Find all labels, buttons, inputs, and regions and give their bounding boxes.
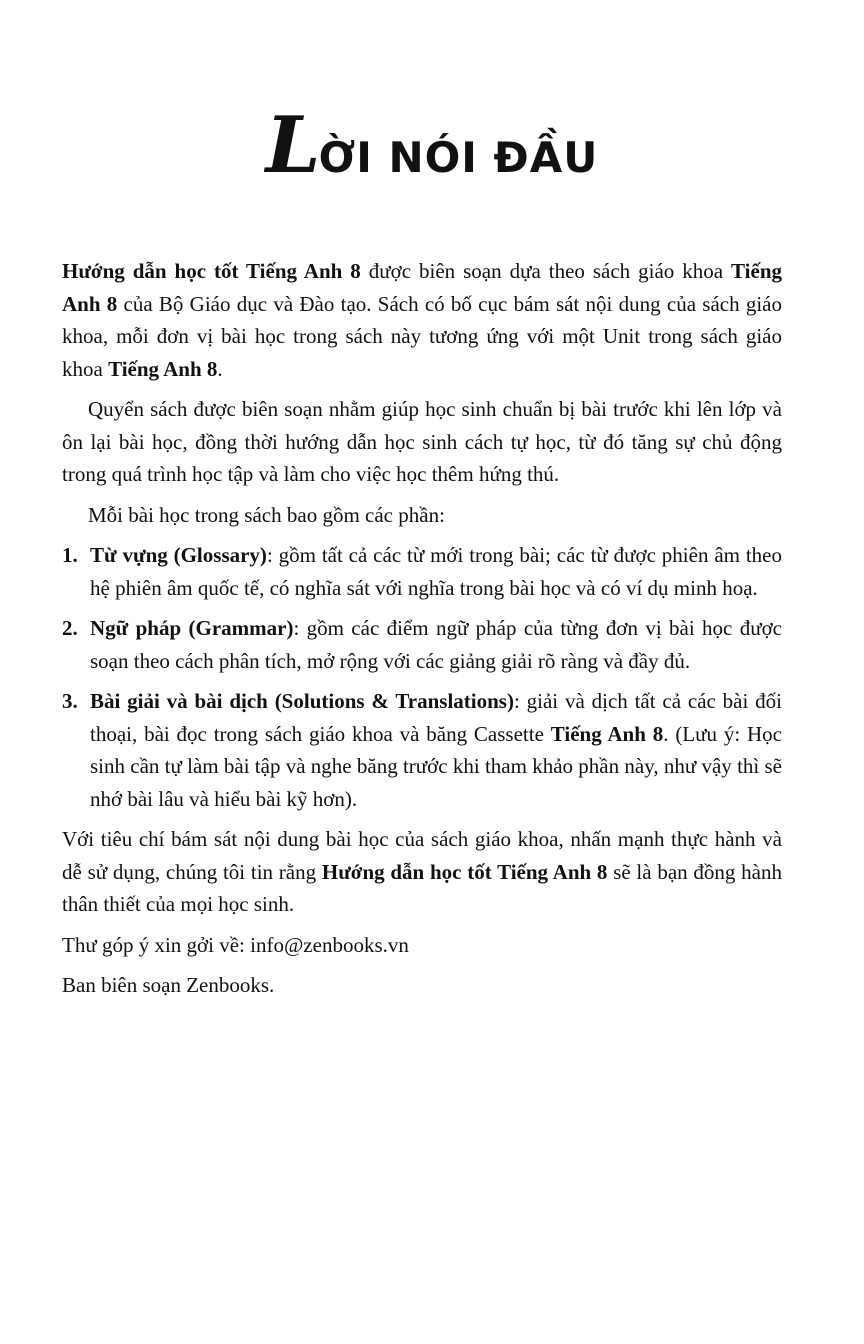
signature-line: Ban biên soạn Zenbooks. xyxy=(62,973,275,997)
closing-book-title: Hướng dẫn học tốt Tiếng Anh 8 xyxy=(321,859,608,884)
list-item-number: 1. xyxy=(62,543,78,567)
list-item-body: : gồm các điểm ngữ pháp của từng đơn vị bài học được soạn theo cách phân tích, mở rộng với các giảng giải rõ ràng và đầy đủ. xyxy=(90,616,782,673)
list-item-number: 3. xyxy=(62,689,78,713)
list-item xyxy=(62,539,782,604)
list-item-heading: Ngữ pháp (Grammar) xyxy=(90,616,294,640)
closing-text-1: Với tiêu chí bám sát nội dung bài học của sách giáo khoa, nhấn mạnh thực hành và dễ sử dụng, chúng tôi tin rằng xyxy=(62,827,782,884)
closing-text-2: sẽ là bạn đồng hành thân thiết của mọi học sinh. xyxy=(62,859,782,916)
intro-book-title: Hướng dẫn học tốt Tiếng Anh 8 xyxy=(62,259,361,283)
list-item xyxy=(62,612,782,677)
preface-body xyxy=(62,255,782,1010)
intro-text-2: của Bộ Giáo dục và Đào tạo. Sách có bố cục bám sát nội dung của sách giáo khoa, mỗi đơn vị bài học trong sách này tương ứng với một Unit trong sách giáo khoa xyxy=(62,291,782,381)
list-item-bold-inline: Tiếng Anh 8 xyxy=(550,721,664,746)
title-text: ỜI NÓI ĐẦU xyxy=(318,133,599,182)
purpose-paragraph: Quyển sách được biên soạn nhằm giúp học sinh chuẩn bị bài trước khi lên lớp và ôn lại bài học, đồng thời hướng dẫn học sinh cách tự học, từ đó tăng sự chủ động trong quá trình học tập và làm cho việc học thêm hứng thú. xyxy=(62,397,782,486)
page-title xyxy=(0,100,864,191)
list-item-body: : gồm tất cả các từ mới trong bài; các từ được phiên âm theo hệ phiên âm quốc tế, có nghĩa sát với nghĩa trong bài học và có ví dụ minh hoạ. xyxy=(90,543,782,600)
sections-list xyxy=(62,539,782,815)
list-item-heading: Bài giải và bài dịch (Solutions & Translations) xyxy=(90,689,514,713)
intro-textbook-name-2: Tiếng Anh 8 xyxy=(108,356,218,381)
intro-paragraph xyxy=(62,255,782,385)
closing-paragraph xyxy=(62,823,782,921)
intro-text-3: . xyxy=(217,356,223,381)
sections-intro-paragraph: Mỗi bài học trong sách bao gồm các phần: xyxy=(88,502,445,527)
list-item-number: 2. xyxy=(62,616,78,640)
list-item xyxy=(62,685,782,815)
intro-textbook-name: Tiếng Anh 8 xyxy=(62,259,782,316)
title-decorative-initial: L xyxy=(265,100,319,191)
contact-line: Thư góp ý xin gởi về: info@zenbooks.vn xyxy=(62,932,409,957)
list-item-body: : giải và dịch tất cả các bài đối thoại, bài đọc trong sách giáo khoa và băng Cassette xyxy=(90,689,782,746)
intro-text-1: được biên soạn dựa theo sách giáo khoa xyxy=(360,259,732,283)
list-item-heading: Từ vựng (Glossary) xyxy=(90,543,267,567)
list-item-body-after: . (Lưu ý: Học sinh cần tự làm bài tập và nghe băng trước khi tham khảo phần này, như vậy thì sẽ nhớ bài lâu và hiểu bài kỹ hơn). xyxy=(90,721,782,811)
